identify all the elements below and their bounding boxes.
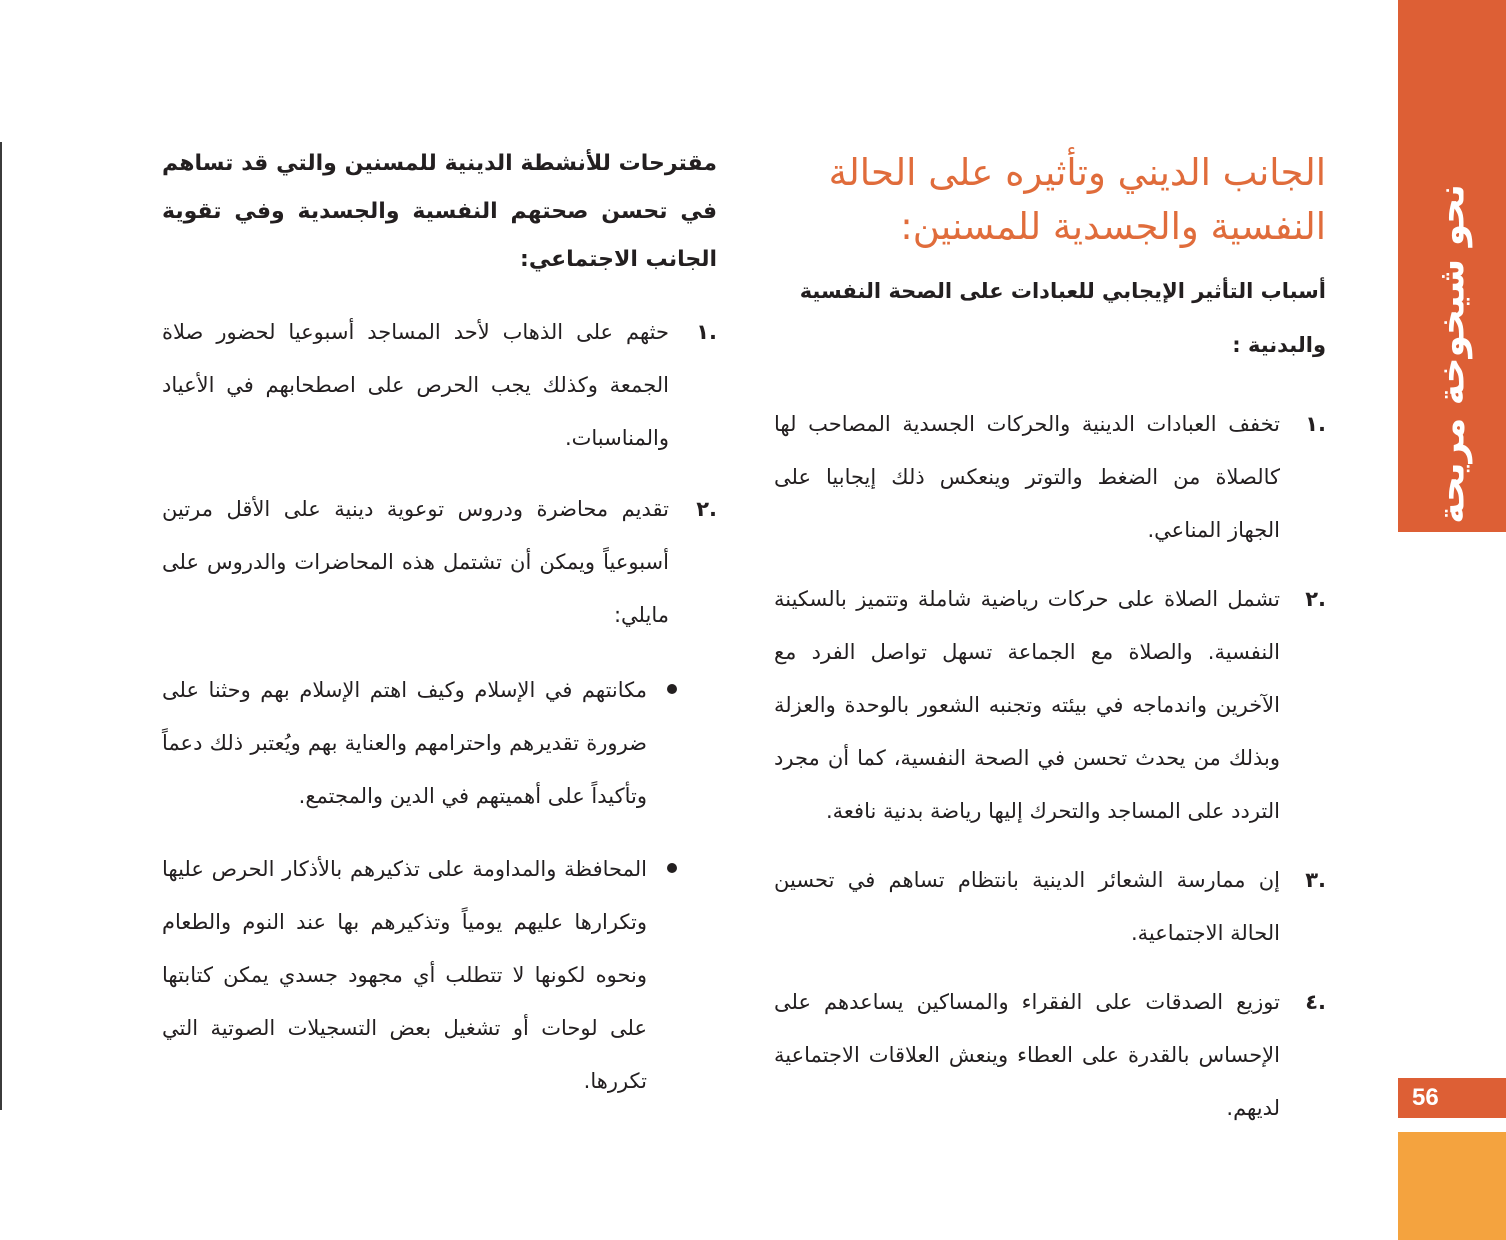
item-text: تشمل الصلاة على حركات رياضية شاملة وتتميز بالسكينة النفسية. والصلاة مع الجماعة تسهل تواصل الفرد مع الآخرين واندماجه في بيئته وتجنبه الشعور بالوحدة والعزلة وبذلك من يحدث تحسن في الصحة النفسية، كما أن مجرد التردد على المساجد والتحرك إليها رياضة بدنية نافعة. bbox=[774, 587, 1280, 823]
item-text: تخفف العبادات الدينية والحركات الجسدية المصاحب لها كالصلاة من الضغط والتوتر وينعكس ذلك إيجابيا على الجهاز المناعي. bbox=[774, 412, 1280, 542]
item-text: حثهم على الذهاب لأحد المساجد أسبوعيا لحضور صلاة الجمعة وكذلك يجب الحرص على اصطحابهم في الأعياد والمناسبات. bbox=[162, 320, 669, 450]
page-number: 56 bbox=[1412, 1084, 1439, 1111]
side-tab-title: نحو شيخوخة مريحة bbox=[1431, 184, 1473, 524]
list-item bbox=[162, 306, 717, 465]
main-heading bbox=[774, 146, 1326, 254]
right-column bbox=[774, 146, 1326, 1135]
subheading: أسباب التأثير الإيجابي للعبادات على الصحة النفسية والبدنية : bbox=[799, 279, 1326, 357]
suggestions-list bbox=[162, 306, 717, 642]
page-number-box bbox=[1398, 1078, 1506, 1118]
bottom-color-block bbox=[1398, 1132, 1506, 1240]
bullet-item bbox=[162, 843, 717, 1108]
item-text: توزيع الصدقات على الفقراء والمساكين يساعدهم على الإحساس بالقدرة على العطاء وينعش العلاقات الاجتماعية لديهم. bbox=[774, 990, 1280, 1120]
bullet-text: المحافظة والمداومة على تذكيرهم بالأذكار الحرص عليها وتكرارها عليهم يومياً وتذكيرهم بها عند النوم والطعام ونحوه لكونها لا تتطلب أي مجهود جسدي يمكن كتابتها على لوحات أو تشغيل بعض التسجيلات الصوتية التي تكررها. bbox=[162, 857, 647, 1093]
bullet-dot-icon bbox=[667, 863, 677, 873]
list-item bbox=[774, 573, 1326, 838]
item-number: .٣ bbox=[1305, 868, 1326, 892]
item-text: إن ممارسة الشعائر الدينية بانتظام تساهم في تحسين الحالة الاجتماعية. bbox=[774, 868, 1280, 945]
topics-bullet-list bbox=[162, 664, 717, 1108]
list-item bbox=[162, 483, 717, 642]
item-number: .١ bbox=[696, 320, 717, 344]
item-text: تقديم محاضرة ودروس توعوية دينية على الأقل مرتين أسبوعياً ويمكن أن تشتمل هذه المحاضرات والدروس على مايلي: bbox=[162, 497, 669, 627]
suggestions-heading: مقترحات للأنشطة الدينية للمسنين والتي قد تساهم في تحسن صحتهم النفسية والجسدية وفي تقوية الجانب الاجتماعي: bbox=[162, 151, 717, 272]
bullet-item bbox=[162, 664, 717, 823]
item-number: .١ bbox=[1305, 412, 1326, 436]
item-number: .٢ bbox=[1305, 587, 1326, 611]
main-heading-line2: النفسية والجسدية للمسنين: bbox=[900, 205, 1326, 248]
bullet-text: مكانتهم في الإسلام وكيف اهتم الإسلام بهم وحثنا على ضرورة تقديرهم واحترامهم والعناية بهم ويُعتبر ذلك دعماً وتأكيداً على أهميتهم في الدين والمجتمع. bbox=[162, 678, 647, 808]
bullet-dot-icon bbox=[667, 684, 677, 694]
item-number: .٤ bbox=[1305, 990, 1326, 1014]
list-item bbox=[774, 976, 1326, 1135]
left-margin-rule bbox=[0, 142, 2, 1110]
item-number: .٢ bbox=[696, 497, 717, 521]
left-column bbox=[162, 140, 717, 1108]
list-item bbox=[774, 398, 1326, 557]
main-heading-line1: الجانب الديني وتأثيره على الحالة bbox=[828, 151, 1326, 194]
benefits-list bbox=[774, 398, 1326, 1135]
side-tab bbox=[1398, 0, 1506, 532]
list-item bbox=[774, 854, 1326, 960]
